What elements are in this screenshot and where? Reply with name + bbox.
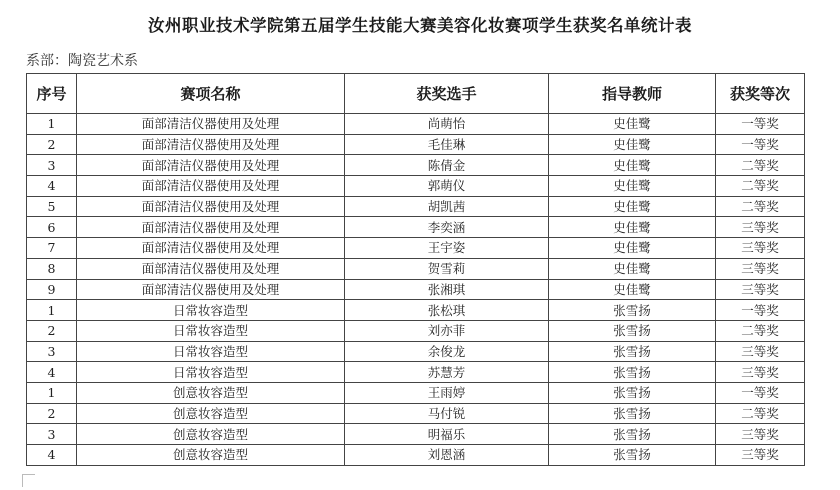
award-cell: 三等奖 (716, 362, 805, 383)
award-cell: 一等奖 (716, 134, 805, 155)
index-cell: 7 (27, 238, 77, 259)
table-row (27, 403, 805, 424)
winner-cell: 余俊龙 (345, 341, 549, 362)
event-cell: 创意妆容造型 (77, 382, 345, 403)
instructor-cell: 史佳鹭 (549, 176, 716, 197)
instructor-cell: 张雪扬 (549, 320, 716, 341)
table-row (27, 300, 805, 321)
winner-cell: 贺雪莉 (345, 258, 549, 279)
table-header-row (27, 74, 805, 114)
award-cell: 一等奖 (716, 382, 805, 403)
award-cell: 三等奖 (716, 217, 805, 238)
index-cell: 3 (27, 155, 77, 176)
table-row (27, 445, 805, 466)
instructor-cell: 史佳鹭 (549, 196, 716, 217)
index-cell: 4 (27, 176, 77, 197)
winner-cell: 尚萌怡 (345, 114, 549, 135)
award-cell: 三等奖 (716, 279, 805, 300)
header-index: 序号 (27, 74, 77, 114)
table-row (27, 279, 805, 300)
instructor-cell: 张雪扬 (549, 424, 716, 445)
winner-cell: 明福乐 (345, 424, 549, 445)
document-title: 汝州职业技术学院第五届学生技能大赛美容化妆赛项学生获奖名单统计表 (148, 16, 692, 35)
event-cell: 日常妆容造型 (77, 362, 345, 383)
event-cell: 面部清洁仪器使用及处理 (77, 238, 345, 259)
table-row (27, 196, 805, 217)
event-cell: 面部清洁仪器使用及处理 (77, 258, 345, 279)
department-label: 系部：陶瓷艺术系 (26, 53, 138, 69)
instructor-cell: 史佳鹭 (549, 134, 716, 155)
award-table (26, 73, 805, 466)
instructor-cell: 张雪扬 (549, 382, 716, 403)
table-row (27, 320, 805, 341)
instructor-cell: 史佳鹭 (549, 155, 716, 176)
instructor-cell: 史佳鹭 (549, 238, 716, 259)
award-cell: 二等奖 (716, 320, 805, 341)
event-cell: 面部清洁仪器使用及处理 (77, 196, 345, 217)
winner-cell: 王宇姿 (345, 238, 549, 259)
winner-cell: 苏慧芳 (345, 362, 549, 383)
event-cell: 面部清洁仪器使用及处理 (77, 217, 345, 238)
table-row (27, 424, 805, 445)
index-cell: 9 (27, 279, 77, 300)
award-cell: 三等奖 (716, 424, 805, 445)
table-row (27, 238, 805, 259)
index-cell: 8 (27, 258, 77, 279)
instructor-cell: 史佳鹭 (549, 217, 716, 238)
winner-cell: 李奕涵 (345, 217, 549, 238)
event-cell: 创意妆容造型 (77, 445, 345, 466)
index-cell: 2 (27, 320, 77, 341)
table-row (27, 341, 805, 362)
instructor-cell: 史佳鹭 (549, 258, 716, 279)
instructor-cell: 张雪扬 (549, 362, 716, 383)
event-cell: 日常妆容造型 (77, 320, 345, 341)
index-cell: 4 (27, 445, 77, 466)
index-cell: 6 (27, 217, 77, 238)
winner-cell: 张湘琪 (345, 279, 549, 300)
instructor-cell: 史佳鹭 (549, 279, 716, 300)
award-cell: 二等奖 (716, 196, 805, 217)
event-cell: 面部清洁仪器使用及处理 (77, 176, 345, 197)
award-cell: 一等奖 (716, 300, 805, 321)
winner-cell: 胡凯茜 (345, 196, 549, 217)
award-cell: 二等奖 (716, 155, 805, 176)
index-cell: 4 (27, 362, 77, 383)
instructor-cell: 张雪扬 (549, 300, 716, 321)
event-cell: 创意妆容造型 (77, 424, 345, 445)
header-award-level: 获奖等次 (716, 74, 805, 114)
table-row (27, 155, 805, 176)
winner-cell: 刘亦菲 (345, 320, 549, 341)
instructor-cell: 史佳鹭 (549, 114, 716, 135)
index-cell: 2 (27, 403, 77, 424)
winner-cell: 毛佳琳 (345, 134, 549, 155)
instructor-cell: 张雪扬 (549, 445, 716, 466)
table-row (27, 176, 805, 197)
index-cell: 1 (27, 382, 77, 403)
table-row (27, 258, 805, 279)
index-cell: 1 (27, 114, 77, 135)
event-cell: 面部清洁仪器使用及处理 (77, 279, 345, 300)
index-cell: 3 (27, 341, 77, 362)
table-row (27, 217, 805, 238)
award-cell: 二等奖 (716, 403, 805, 424)
table-row (27, 362, 805, 383)
event-cell: 面部清洁仪器使用及处理 (77, 114, 345, 135)
event-cell: 面部清洁仪器使用及处理 (77, 134, 345, 155)
table-row (27, 382, 805, 403)
event-cell: 日常妆容造型 (77, 341, 345, 362)
index-cell: 2 (27, 134, 77, 155)
event-cell: 日常妆容造型 (77, 300, 345, 321)
event-cell: 创意妆容造型 (77, 403, 345, 424)
winner-cell: 王雨婷 (345, 382, 549, 403)
winner-cell: 郭萌仪 (345, 176, 549, 197)
index-cell: 5 (27, 196, 77, 217)
table-row (27, 134, 805, 155)
event-cell: 面部清洁仪器使用及处理 (77, 155, 345, 176)
instructor-cell: 张雪扬 (549, 341, 716, 362)
table-row (27, 114, 805, 135)
page-corner-mark (22, 474, 35, 487)
header-instructor: 指导教师 (549, 74, 716, 114)
award-cell: 三等奖 (716, 341, 805, 362)
award-cell: 三等奖 (716, 445, 805, 466)
winner-cell: 张松琪 (345, 300, 549, 321)
header-winner: 获奖选手 (345, 74, 549, 114)
index-cell: 1 (27, 300, 77, 321)
award-cell: 三等奖 (716, 258, 805, 279)
award-cell: 三等奖 (716, 238, 805, 259)
winner-cell: 马付锐 (345, 403, 549, 424)
award-cell: 二等奖 (716, 176, 805, 197)
winner-cell: 刘恩涵 (345, 445, 549, 466)
instructor-cell: 张雪扬 (549, 403, 716, 424)
header-event: 赛项名称 (77, 74, 345, 114)
winner-cell: 陈倩金 (345, 155, 549, 176)
award-cell: 一等奖 (716, 114, 805, 135)
index-cell: 3 (27, 424, 77, 445)
